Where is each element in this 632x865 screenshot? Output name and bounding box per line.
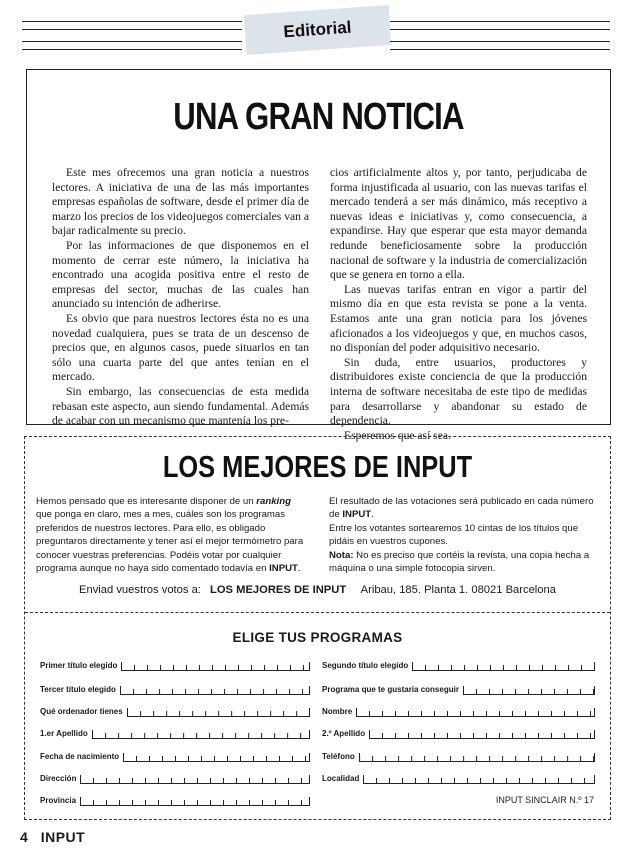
cut-line	[25, 612, 610, 613]
editorial-box	[26, 69, 611, 442]
editorial-paragraph: Es obvio que para nuestros lectores ésta no es una novedad cualquiera, pues se trata de un descenso de precios que, en algunos casos, puede situarlos en tan sólo una cuarta parte del que antes tenían en el mercado.	[52, 311, 309, 384]
field-direccion[interactable]	[40, 770, 310, 784]
field-label: Qué ordenador tienes	[40, 707, 123, 716]
field-telefono[interactable]	[322, 748, 595, 762]
field-label: Teléfono	[322, 752, 355, 761]
editorial-paragraph: Por las informaciones de que disponemos en el momento de cerrar este número, la iniciativa ha encontrado una acogida positiva entre el resto de empresas del sector, muchas de las cuales han anunciado su intención de adherirse.	[52, 238, 309, 311]
field-label: Primer título elegido	[40, 661, 118, 670]
ranking-title: LOS MEJORES DE INPUT	[162, 449, 473, 484]
field-segundo-titulo[interactable]	[322, 657, 595, 671]
editorial-column-right	[330, 166, 587, 443]
editorial-paragraph: Sin duda, entre usuarios, productores y distribuidores existe conciencia de que la producción interna de software necesitaba de este tipo de medidas para desarrollarse y abandonar su estado de dependencia.	[330, 355, 587, 428]
field-boxes[interactable]	[92, 730, 310, 739]
field-boxes[interactable]	[127, 708, 310, 717]
ranking-paragraph: Entre los votantes sortearemos 10 cintas de los títulos que pidáis en vuestros cupones.	[329, 522, 579, 548]
field-label: Dirección	[40, 774, 77, 783]
field-ordenador[interactable]	[40, 703, 310, 717]
address-prefix: Enviad vuestros votos a:	[79, 584, 201, 596]
field-boxes[interactable]	[369, 730, 595, 739]
ranking-intro-left	[36, 495, 308, 575]
field-nombre[interactable]	[322, 703, 595, 717]
magazine-brand: INPUT	[40, 829, 86, 845]
field-provincia[interactable]	[40, 792, 310, 806]
field-boxes[interactable]	[412, 662, 595, 671]
field-boxes[interactable]	[120, 686, 310, 695]
field-label: Programa que te gustaría conseguir	[322, 685, 459, 694]
field-label: Fecha de nacimiento	[40, 752, 120, 761]
section-label: Editorial	[282, 17, 353, 42]
field-label: Segundo título elegido	[322, 661, 409, 670]
editorial-paragraph: Las nuevas tarifas entran en vigor a partir del mismo día en que esta revista se pone a la venta. Estamos ante una gran noticia para los jóvenes aficionados a los videojuegos y que, en muchos casos, no disponían del poder adquisitivo necesario.	[330, 282, 587, 355]
header-rule-left	[22, 13, 242, 57]
field-tercer-titulo[interactable]	[40, 681, 310, 695]
issue-number: INPUT SINCLAIR N.º 17	[495, 795, 594, 805]
field-boxes[interactable]	[121, 662, 310, 671]
field-boxes[interactable]	[363, 775, 595, 784]
page-number: 4	[20, 829, 29, 845]
editorial-title: UNA GRAN NOTICIA	[173, 96, 464, 138]
editorial-paragraph: Esperemos que así sea.	[344, 428, 451, 442]
editorial-columns	[52, 166, 587, 443]
field-label: Localidad	[322, 774, 360, 783]
field-label: Nombre	[322, 707, 353, 716]
field-programa-deseado[interactable]	[322, 681, 595, 695]
mailing-address	[25, 584, 610, 596]
field-fecha-nacimiento[interactable]	[40, 748, 310, 762]
ranking-coupon-box	[24, 436, 611, 820]
editorial-paragraph: cios artificialmente altos y, por tanto, perjudicaba de forma injustificada al usuario, con las nuevas tarifas el mercado tenderá a ser más dinámico, más receptivo a nuevas ideas e iniciativas y, como consecuencia, a expandirse. Hay que esperar que esta mayor demanda redunde beneficiosamente sobre la producción nacional de software y la industria de comercialización que se genera en torno a ella.	[330, 166, 587, 282]
field-apellido-1[interactable]	[40, 725, 310, 739]
field-label: 1.er Apellido	[40, 729, 88, 738]
header-rule-right	[390, 13, 610, 57]
ranking-paragraph: El resultado de las votaciones será publicado en cada número de INPUT.	[329, 496, 594, 521]
field-apellido-2[interactable]	[322, 725, 595, 739]
field-boxes[interactable]	[356, 708, 595, 717]
address-street: Aribau, 185. Planta 1. 08021 Barcelona	[360, 584, 556, 596]
field-boxes[interactable]	[359, 753, 595, 762]
address-name: LOS MEJORES DE INPUT	[210, 584, 347, 596]
form-title: ELIGE TUS PROGRAMAS	[232, 630, 403, 645]
field-boxes[interactable]	[463, 686, 595, 695]
ranking-intro-right	[329, 495, 601, 575]
section-tab	[244, 5, 391, 55]
field-primer-titulo[interactable]	[40, 657, 310, 671]
editorial-column-left	[52, 166, 309, 443]
ranking-intro	[36, 495, 601, 575]
field-boxes[interactable]	[80, 775, 310, 784]
page-footer	[20, 829, 93, 845]
editorial-paragraph: Este mes ofrecemos una gran noticia a nuestros lectores. A iniciativa de una de las más importantes empresas españolas de software, desde el primer día de marzo los precios de los videojuegos comerciales van a bajar radicalmente su precio.	[52, 166, 309, 238]
field-label: Provincia	[40, 796, 77, 805]
field-localidad[interactable]	[322, 770, 595, 784]
field-boxes[interactable]	[123, 753, 310, 762]
field-boxes[interactable]	[80, 797, 310, 806]
field-label: Tercer título elegido	[40, 685, 116, 694]
field-label: 2.º Apellido	[322, 729, 366, 738]
editorial-paragraph: Sin embargo, las consecuencias de esta medida rebasan este aspecto, aun siendo fundamental. Además de acabar con un mecanismo que mantenía los pre-	[52, 384, 309, 428]
ranking-paragraph: Nota: No es preciso que cortéis la revista, una copia hecha a máquina o una simple fotocopia sirven.	[329, 549, 590, 575]
ranking-paragraph: Hemos pensado que es interesante disponer de un ranking que ponga en claro, mes a mes, cuáles son los programas preferidos de nuestros lectores. Para ello, es obligado preguntaros directamente y tener así el mejor termómetro para conocer vuestras preferencias. Podéis votar por cualquier programa aunque no haya sido comentado todavía en INPUT.	[36, 496, 304, 575]
